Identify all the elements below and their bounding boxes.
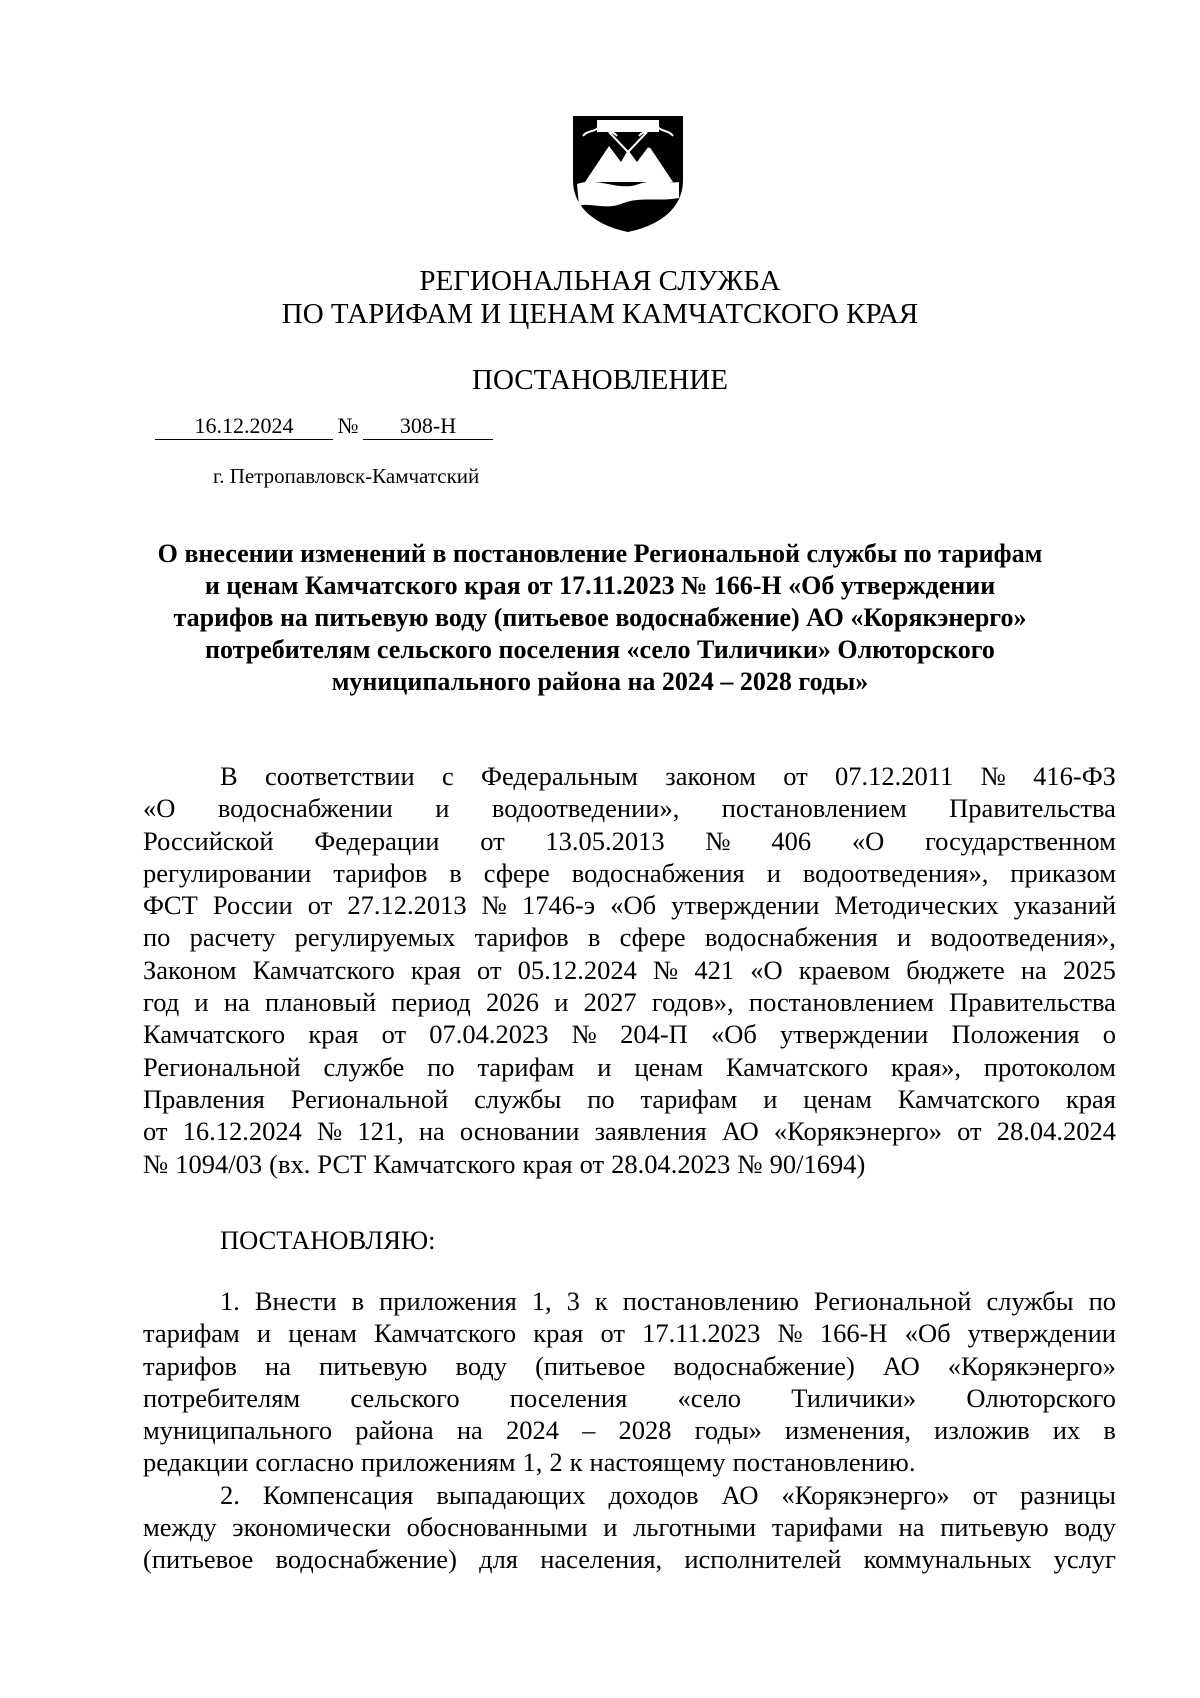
text-line: Камчатского края от 07.04.2023 № 204-П «Об утверждении Положения о [143,1019,1116,1050]
agency-name-line2: ПО ТАРИФАМ И ЦЕНАМ КАМЧАТСКОГО КРАЯ [281,298,919,330]
text-line: 2. Компенсация выпадающих доходов АО «Корякэнерго» от разницы [220,1479,1116,1510]
text-line: В соответствии с Федеральным законом от 07.12.2011 № 416-ФЗ [220,761,1116,791]
title-line: потребителям сельского поселения «село Тиличики» Олюторского [205,635,995,664]
text-line: муниципального района на 2024 – 2028 годы» изменения, изложив их в [143,1415,1116,1446]
text-line: тарифов на питьевую воду (питьевое водоснабжение) АО «Корякэнерго» [143,1350,1116,1381]
text-line: Законом Камчатского края от 05.12.2024 № 421 «О краевом бюджете на 2025 [143,954,1116,985]
clauses-block [143,1285,1116,1576]
decree-word: ПОСТАНОВЛЯЮ: [220,1225,436,1255]
document-type: ПОСТАНОВЛЕНИЕ [472,364,728,396]
document-title [140,538,1060,698]
text-line: ФСТ России от 27.12.2013 № 1746-э «Об утверждении Методических указаний [143,890,1116,921]
registration-line [155,413,493,440]
text-line: тарифам и ценам Камчатского края от 17.11.2023 № 166-Н «Об утверждении [143,1318,1116,1349]
text-line: № 1094/03 (вх. РСТ Камчатского края от 28.04.2023 № 90/1694) [143,1148,866,1179]
agency-name-line1: РЕГИОНАЛЬНАЯ СЛУЖБА [419,265,781,297]
preamble-paragraph [143,760,1116,1180]
city-name: г. Петропавловск-Камчатский [213,464,480,488]
text-line: 1. Внести в приложения 1, 3 к постановлению Региональной службы по [220,1286,1116,1316]
number-sign: № [337,413,359,438]
document-number: 308-Н [363,413,493,440]
document-date: 16.12.2024 [155,413,333,440]
text-line: Правления Региональной службы по тарифам и ценам Камчатского края [143,1083,1116,1114]
text-line: регулировании тарифов в сфере водоснабжения и водоотведения», приказом [143,857,1116,888]
text-line: между экономически обоснованными и льготными тарифами на питьевую воду [143,1512,1116,1543]
text-line: по расчету регулируемых тарифов в сфере водоснабжения и водоотведения», [143,922,1116,953]
text-line: редакции согласно приложениям 1, 2 к настоящему постановлению. [143,1447,916,1478]
title-line: и ценам Камчатского края от 17.11.2023 № 166-Н «Об утверждении [204,571,996,600]
title-line: муниципального района на 2024 – 2028 годы» [331,667,869,696]
text-line: «О водоснабжении и водоотведении», постановлением Правительства [143,793,1116,824]
coat-of-arms-icon [569,110,687,234]
text-line: Региональной службе по тарифам и ценам Камчатского края», протоколом [143,1051,1116,1082]
text-line: от 16.12.2024 № 121, на основании заявления АО «Корякэнерго» от 28.04.2024 [143,1116,1116,1147]
text-line: потребителям сельского поселения «село Тиличики» Олюторского [143,1382,1116,1413]
text-line: год и на плановый период 2026 и 2027 годов», постановлением Правительства [143,987,1116,1018]
title-line: О внесении изменений в постановление Региональной службы по тарифам [157,539,1043,568]
text-line: Российской Федерации от 13.05.2013 № 406 «О государственном [143,825,1116,856]
text-line: (питьевое водоснабжение) для населения, исполнителей коммунальных услуг [143,1544,1116,1575]
title-line: тарифов на питьевую воду (питьевое водоснабжение) АО «Корякэнерго» [173,603,1027,632]
